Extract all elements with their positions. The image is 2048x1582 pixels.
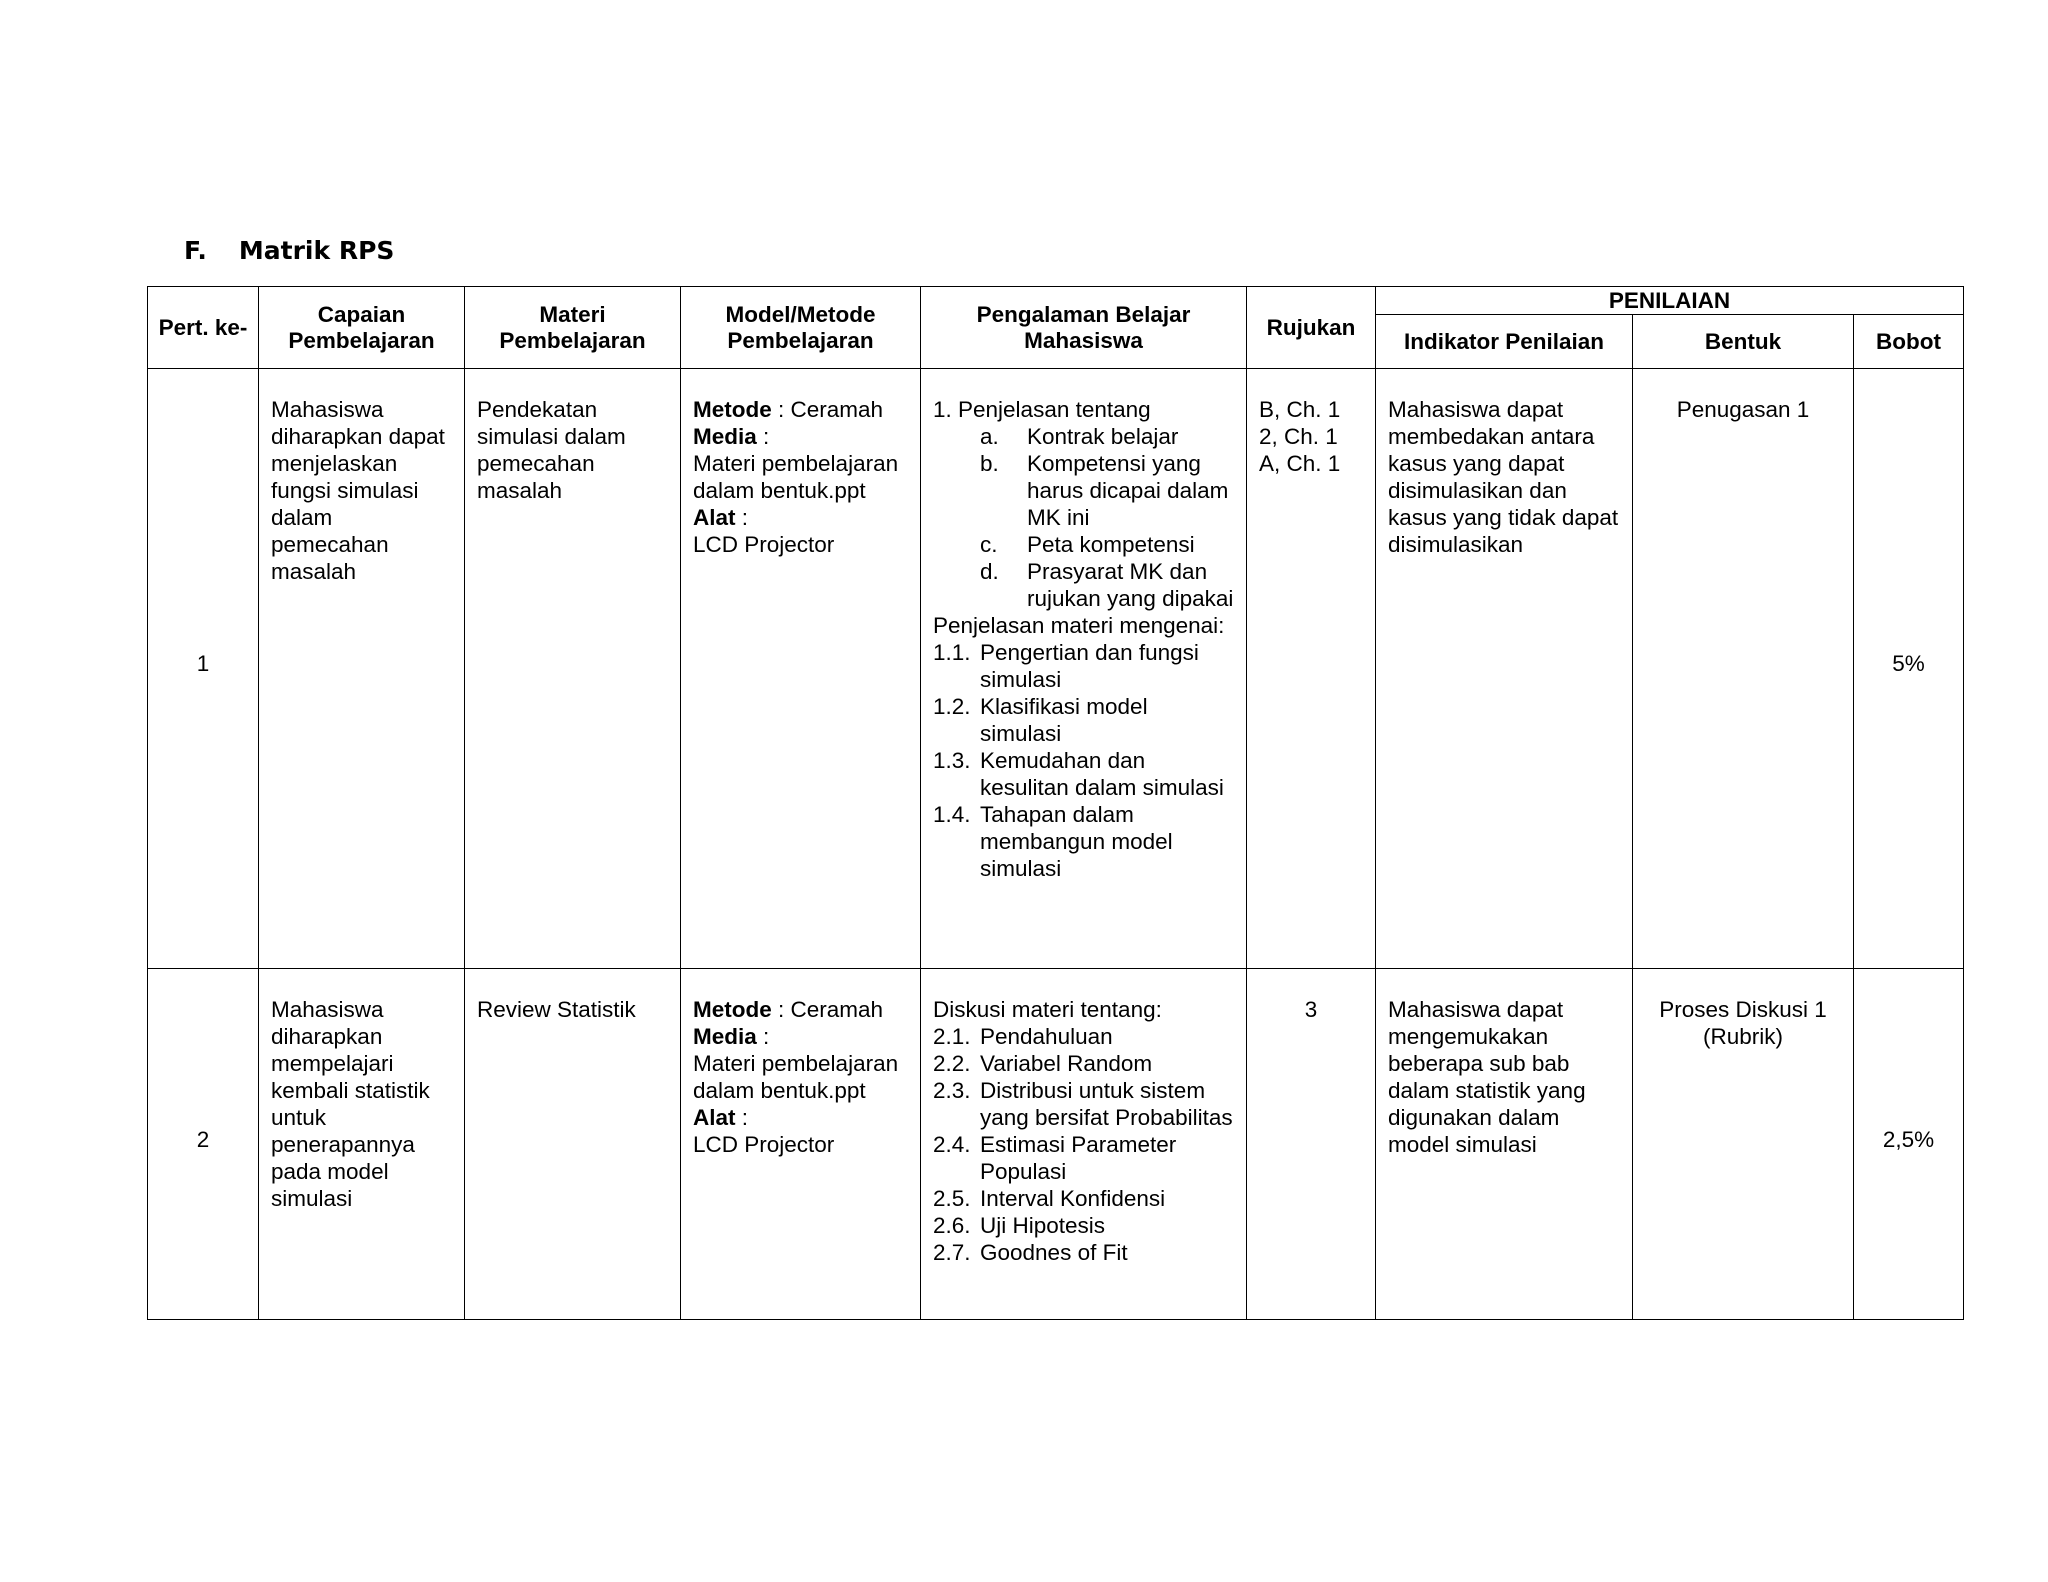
media-value: Materi pembelajaran dalam bentuk.ppt: [693, 1051, 899, 1103]
alat-value: LCD Projector: [693, 1132, 835, 1157]
list-text: Estimasi Parameter Populasi: [980, 1132, 1177, 1184]
model-cell: [681, 369, 921, 969]
bentuk-cell: Penugasan 1: [1633, 369, 1854, 969]
section-heading: [184, 236, 394, 265]
pengalaman-numbered-list: [933, 639, 1234, 882]
pengalaman-cell: [921, 369, 1247, 969]
list-item: [933, 1077, 1234, 1131]
list-item: [933, 639, 1234, 693]
header-bentuk: Bentuk: [1633, 315, 1854, 369]
list-marker: 2.6.: [933, 1213, 971, 1238]
list-marker: 2.5.: [933, 1186, 971, 1211]
section-letter: F.: [184, 236, 207, 265]
bobot-cell: 5%: [1854, 369, 1964, 969]
list-marker: 1.3.: [933, 748, 971, 773]
list-text: Kompetensi yang harus dicapai dalam MK ini: [1027, 451, 1229, 530]
list-item: [933, 1023, 1234, 1050]
rujukan-cell: [1247, 969, 1376, 1320]
list-text: Distribusi untuk sistem yang bersifat Probabilitas: [980, 1078, 1233, 1130]
alat-value: LCD Projector: [693, 532, 835, 557]
list-item: [933, 801, 1234, 882]
materi-cell: Review Statistik: [465, 969, 681, 1320]
list-marker: 2.4.: [933, 1132, 971, 1157]
list-text: Kemudahan dan kesulitan dalam simulasi: [980, 748, 1224, 800]
pert-cell: 1: [148, 369, 259, 969]
media-value: Materi pembelajaran dalam bentuk.ppt: [693, 451, 899, 503]
rujukan-line: 2, Ch. 1: [1259, 424, 1338, 449]
alat-sep: :: [735, 1105, 749, 1130]
media-label: Media: [693, 1024, 757, 1049]
media-sep: :: [756, 1024, 770, 1049]
list-item: [933, 450, 1234, 531]
list-marker: 2.7.: [933, 1240, 971, 1265]
list-text: Variabel Random: [980, 1051, 1153, 1076]
alat-label: Alat: [693, 1105, 736, 1130]
capaian-cell: Mahasiswa diharapkan dapat menjelaskan fungsi simulasi dalam pemecahan masalah: [259, 369, 465, 969]
list-marker: 1.1.: [933, 640, 971, 665]
list-item: [933, 1131, 1234, 1185]
header-rujukan: Rujukan: [1247, 287, 1376, 369]
list-item: [933, 1212, 1234, 1239]
alat-sep: :: [735, 505, 749, 530]
list-item: [933, 423, 1234, 450]
list-text: Uji Hipotesis: [980, 1213, 1106, 1238]
list-text: Tahapan dalam membangun model simulasi: [980, 802, 1173, 881]
table-row: [148, 969, 1964, 1320]
list-text: Kontrak belajar: [1027, 424, 1179, 449]
header-penilaian: PENILAIAN: [1376, 287, 1964, 315]
header-bobot: Bobot: [1854, 315, 1964, 369]
media-sep: :: [756, 424, 770, 449]
header-indikator: Indikator Penilaian: [1376, 315, 1633, 369]
rujukan-cell: [1247, 369, 1376, 969]
media-label: Media: [693, 424, 757, 449]
header-model: Model/Metode Pembelajaran: [681, 287, 921, 369]
list-item: [933, 693, 1234, 747]
list-item: [933, 531, 1234, 558]
list-text: Prasyarat MK dan rujukan yang dipakai: [1027, 559, 1234, 611]
list-marker: a.: [980, 424, 999, 449]
metode-value: : Ceramah: [771, 997, 884, 1022]
list-text: Interval Konfidensi: [980, 1186, 1166, 1211]
bentuk-cell: Proses Diskusi 1 (Rubrik): [1633, 969, 1854, 1320]
alat-label: Alat: [693, 505, 736, 530]
list-item: [933, 558, 1234, 612]
pengalaman-cell: [921, 969, 1247, 1320]
rps-matrix-table: [147, 286, 1964, 1320]
rujukan-line: B, Ch. 1: [1259, 397, 1341, 422]
rujukan-line: 3: [1304, 997, 1318, 1022]
materi-cell: Pendekatan simulasi dalam pemecahan masalah: [465, 369, 681, 969]
pengalaman-intro: 1. Penjelasan tentang: [933, 397, 1151, 422]
table-row: [148, 369, 1964, 969]
model-cell: [681, 969, 921, 1320]
pengalaman-mid: Diskusi materi tentang:: [933, 997, 1162, 1022]
bobot-cell: 2,5%: [1854, 969, 1964, 1320]
list-marker: 2.3.: [933, 1078, 971, 1103]
pengalaman-alpha-list: [933, 423, 1234, 612]
header-pengalaman: Pengalaman Belajar Mahasiswa: [921, 287, 1247, 369]
list-text: Goodnes of Fit: [980, 1240, 1128, 1265]
list-marker: c.: [980, 532, 998, 557]
indikator-cell: Mahasiswa dapat mengemukakan beberapa sub bab dalam statistik yang digunakan dalam model simulasi: [1376, 969, 1633, 1320]
list-marker: 1.4.: [933, 802, 971, 827]
list-item: [933, 747, 1234, 801]
header-pert: Pert. ke-: [148, 287, 259, 369]
pert-cell: 2: [148, 969, 259, 1320]
list-marker: b.: [980, 451, 999, 476]
pengalaman-numbered-list: [933, 1023, 1234, 1266]
list-marker: 2.2.: [933, 1051, 971, 1076]
header-capaian: Capaian Pembelajaran: [259, 287, 465, 369]
metode-value: : Ceramah: [771, 397, 884, 422]
list-marker: d.: [980, 559, 999, 584]
list-marker: 2.1.: [933, 1024, 971, 1049]
list-item: [933, 1239, 1234, 1266]
capaian-cell: Mahasiswa diharapkan mempelajari kembali statistik untuk penerapannya pada model simulasi: [259, 969, 465, 1320]
list-text: Peta kompetensi: [1027, 532, 1195, 557]
indikator-cell: Mahasiswa dapat membedakan antara kasus yang dapat disimulasikan dan kasus yang tidak dapat disimulasikan: [1376, 369, 1633, 969]
list-item: [933, 1185, 1234, 1212]
list-text: Klasifikasi model simulasi: [980, 694, 1148, 746]
pengalaman-mid: Penjelasan materi mengenai:: [933, 613, 1225, 638]
section-title: Matrik RPS: [238, 236, 395, 265]
rujukan-line: A, Ch. 1: [1259, 451, 1341, 476]
list-marker: 1.2.: [933, 694, 971, 719]
header-materi: Materi Pembelajaran: [465, 287, 681, 369]
list-text: Pengertian dan fungsi simulasi: [980, 640, 1199, 692]
list-item: [933, 1050, 1234, 1077]
metode-label: Metode: [693, 397, 772, 422]
metode-label: Metode: [693, 997, 772, 1022]
list-text: Pendahuluan: [980, 1024, 1113, 1049]
